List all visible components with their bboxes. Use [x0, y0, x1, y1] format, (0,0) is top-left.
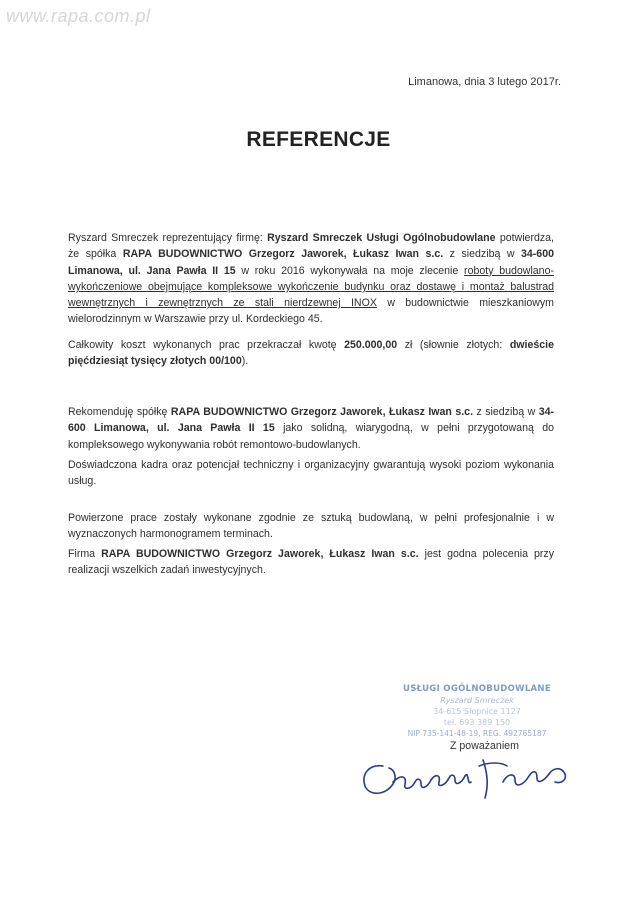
- p2-amount-words: dwieście pięćdziesiąt tysięcy złotych 00/100: [68, 339, 554, 368]
- p1-text-3: z siedzibą w: [443, 248, 521, 261]
- p2-text-1: Całkowity koszt wykonanych prac przekraczał kwotę: [68, 339, 345, 351]
- paragraph-quality: [68, 510, 554, 543]
- stamp-company-type: USŁUGI OGÓLNOBUDOWLANE: [403, 684, 551, 694]
- p2-text-3: ).: [241, 355, 249, 368]
- closing-regards: Z poważaniem: [450, 740, 519, 752]
- p6-company-name: RAPA BUDOWNICTWO Grzegorz Jaworek, Łukasz Iwan s.c.: [101, 548, 419, 560]
- p1-issuer-name: Ryszard Smreczek Usługi Ogólnobudowlane: [267, 232, 496, 244]
- paragraph-recommendation: [68, 404, 554, 453]
- p5-text-1: Powierzone prace zostały wykonane zgodnie ze sztuką budowlaną, w pełni profesjonalnie i w wyznaczonych harmonogramem terminach.: [68, 512, 554, 541]
- p1-text-5: w budownictwie mieszkaniowym wielorodzinnym w Warszawie przy ul. Kordeckiego 45.: [68, 297, 554, 326]
- p1-text-4: w roku 2016 wykonywała na moje zlecenie: [235, 264, 465, 277]
- p3-text-2: z siedzibą w: [473, 406, 539, 418]
- p3-company-address: 34-600 Limanowa, ul. Jana Pawła II 15: [68, 406, 554, 435]
- stamp-tax-ids: NIP 735-141-48-19, REG. 492765187: [407, 729, 547, 738]
- company-stamp: [392, 684, 562, 738]
- paragraph-confirmation: [68, 230, 554, 328]
- p3-text-1: Rekomenduję spółkę: [68, 406, 171, 418]
- p3-text-3: jako solidną, wiarygodną, w pełni przygotowaną do kompleksowego wykonywania robót remontowo-budowlanych.: [68, 422, 554, 451]
- p6-text-2: jest godna polecenia przy realizacji wszelkich zadań inwestycyjnych.: [68, 548, 554, 577]
- document-title: REFERENCJE: [246, 128, 391, 151]
- paragraph-staff: [68, 457, 554, 490]
- stamp-phone: tel. 693 389 150: [443, 718, 511, 727]
- watermark: www.rapa.com.pl: [6, 6, 151, 26]
- p1-text-2: potwierdza, że spółka: [68, 232, 554, 261]
- p2-text-2: zł (słownie złotych:: [397, 339, 510, 351]
- p4-text-1: Doświadczona kadra oraz potencjał techniczny i organizacyjny gwarantują wysoki poziom wykonania usług.: [68, 459, 554, 488]
- stamp-address: 34-615 Słopnice 1127: [433, 707, 521, 716]
- paragraph-cost: [68, 337, 554, 370]
- document-date: Limanowa, dnia 3 lutego 2017r.: [408, 76, 561, 88]
- p3-company-name: RAPA BUDOWNICTWO Grzegorz Jaworek, Łukasz Iwan s.c.: [170, 406, 474, 418]
- paragraph-endorsement: [68, 546, 554, 579]
- stamp-owner-name: Ryszard Smreczek: [440, 696, 514, 705]
- p1-scope-of-work: roboty budowlano-wykończeniowe obejmujące kompleksowe wykończenie budynku oraz dostawę i montaż balustrad wewnętrznych i zewnętrznych ze stali nierdzewnej INOX: [68, 264, 554, 310]
- handwritten-signature: [355, 752, 585, 802]
- p1-text-1: Ryszard Smreczek reprezentujący firmę:: [68, 232, 268, 244]
- p1-company-address: 34-600 Limanowa, ul. Jana Pawła II 15: [68, 248, 554, 277]
- p6-text-1: Firma: [68, 548, 102, 560]
- p1-company-name: RAPA BUDOWNICTWO Grzegorz Jaworek, Łukasz Iwan s.c.: [122, 248, 444, 261]
- p2-amount: 250.000,00: [344, 339, 398, 351]
